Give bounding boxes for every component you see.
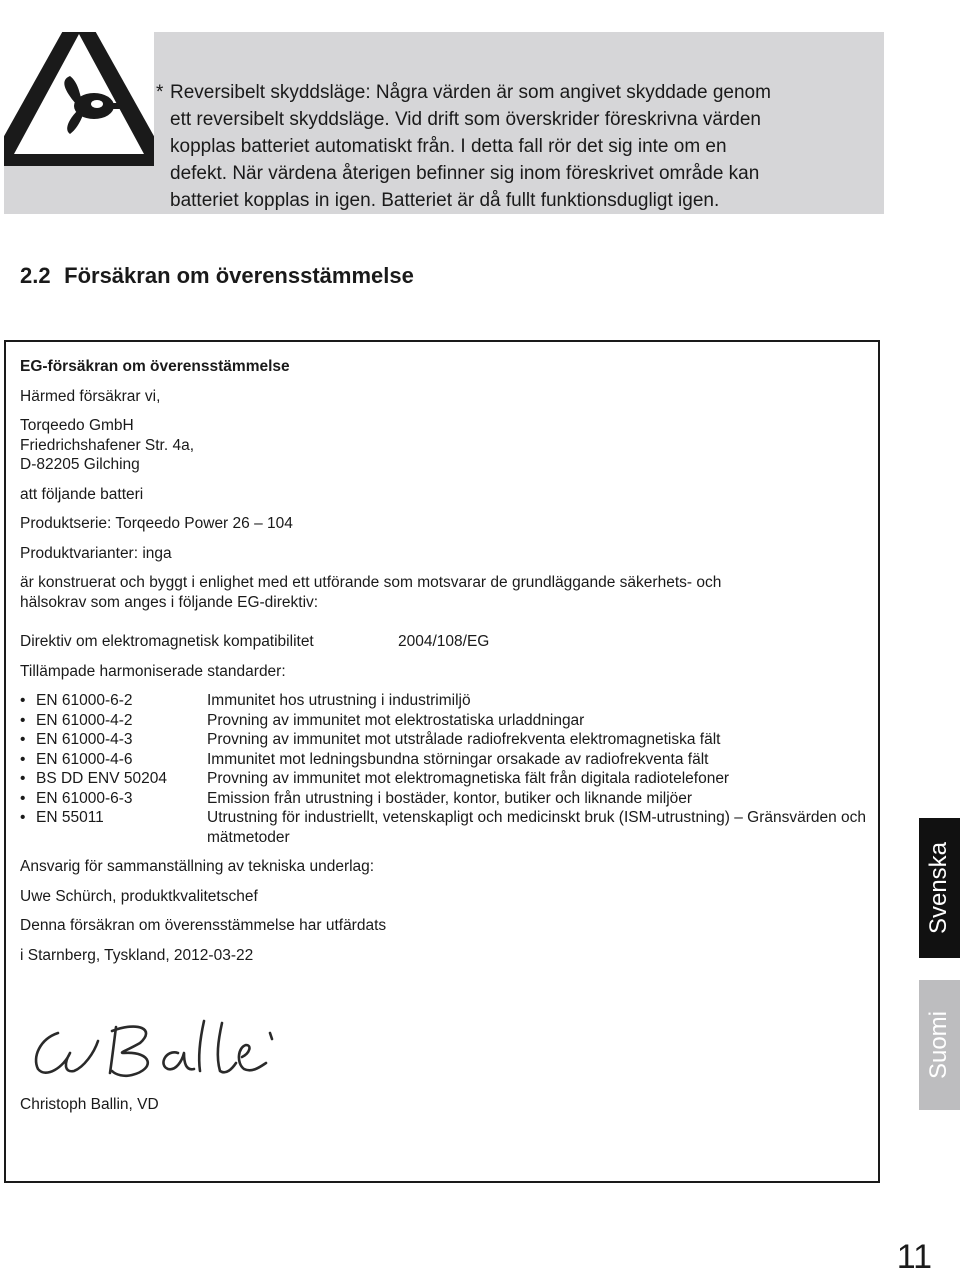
- standard-code: EN 61000-6-3: [36, 789, 133, 807]
- tab-suomi[interactable]: [919, 980, 960, 1110]
- issued-place-date: i Starnberg, Tyskland, 2012-03-22: [20, 946, 254, 964]
- warning-line: kopplas batteriet automatiskt från. I detta fall rör det sig inte om en: [170, 136, 727, 157]
- standard-item: • BS DD ENV 50204 Provning av immunitet mot elektromagnetiska fält från digitala radiotelefoner: [20, 769, 870, 789]
- tab-label: Svenska: [925, 841, 953, 935]
- company-street: Friedrichshafener Str. 4a,: [20, 436, 195, 454]
- standard-desc: Immunitet hos utrustning i industrimiljö: [207, 692, 471, 709]
- standard-code: BS DD ENV 50204: [36, 770, 167, 787]
- company-name: Torqeedo GmbH: [20, 417, 134, 434]
- signature: [28, 1013, 278, 1085]
- standard-desc: Emission från utrustning i bostäder, kontor, butiker och liknande miljöer: [207, 789, 693, 807]
- tab-label: Suomi: [925, 1010, 953, 1080]
- standards-label: Tillämpade harmoniserade standarder:: [20, 662, 286, 680]
- warning-propeller-icon: [4, 32, 154, 166]
- product-series: Produktserie: Torqeedo Power 26 – 104: [20, 515, 293, 532]
- product-variants: Produktvarianter: inga: [20, 544, 172, 562]
- section-title: Försäkran om överensstämmelse: [64, 263, 414, 288]
- directive-code: 2004/108/EG: [398, 633, 490, 650]
- standard-desc: Immunitet mot ledningsbundna störningar orsakade av radiofrekventa fält: [207, 750, 709, 768]
- standard-code: EN 61000-4-3: [36, 731, 133, 748]
- battery-text: att följande batteri: [20, 485, 144, 503]
- directive-label: Direktiv om elektromagnetisk kompatibilitet: [20, 633, 314, 650]
- standard-item: • EN 61000-4-6 Immunitet mot ledningsbundna störningar orsakade av radiofrekventa fält: [20, 750, 870, 770]
- section-number: 2.2: [20, 263, 51, 288]
- standard-desc: Provning av immunitet mot utstrålade radiofrekventa elektromagnetiska fält: [207, 731, 721, 748]
- standard-code: EN 55011: [36, 809, 104, 826]
- standard-desc: Provning av immunitet mot elektrostatiska urladdningar: [207, 711, 585, 729]
- standards-list: [20, 691, 870, 847]
- standard-code: EN 61000-4-2: [36, 711, 133, 729]
- asterisk: *: [156, 82, 164, 103]
- conformity-text: hälsokrav som anges i följande EG-direktiv:: [20, 593, 319, 611]
- declaration-heading: EG-försäkran om överensstämmelse: [20, 358, 290, 375]
- warning-text: [156, 79, 886, 214]
- declaration-box: [4, 340, 880, 1183]
- page-number: 11: [896, 1238, 932, 1276]
- intro-text: Härmed försäkrar vi,: [20, 387, 161, 405]
- declaration-content: [20, 357, 870, 1115]
- standard-item: • EN 61000-6-3 Emission från utrustning i bostäder, kontor, butiker och liknande miljöer: [20, 789, 870, 809]
- conformity-text: är konstruerat och byggt i enlighet med ett utförande som motsvarar de grundläggande säkerhets- och: [20, 574, 722, 591]
- tab-svenska[interactable]: [919, 818, 960, 958]
- warning-line: ett reversibelt skyddsläge. Vid drift som överskrider föreskrivna värden: [170, 109, 762, 130]
- section-heading: [20, 263, 414, 289]
- warning-line: Reversibelt skyddsläge: Några värden är som angivet skyddade genom: [170, 82, 771, 103]
- standard-item: • EN 61000-4-2 Provning av immunitet mot elektrostatiska urladdningar: [20, 711, 870, 731]
- standard-desc: Utrustning för industriellt, vetenskapligt och medicinskt bruk (ISM-utrustning) – Gränsvärden och mätmetoder: [207, 809, 867, 846]
- warning-box: [4, 32, 884, 214]
- company-city: D-82205 Gilching: [20, 456, 140, 473]
- standard-item: • EN 55011 Utrustning för industriellt, vetenskapligt och medicinskt bruk (ISM-utrustning) – Gränsvärden och mätmetoder: [20, 808, 870, 847]
- standard-item: • EN 61000-6-2 Immunitet hos utrustning i industrimiljö: [20, 691, 870, 711]
- warning-line: defekt. När värdena återigen befinner sig inom föreskrivet område kan: [170, 163, 760, 184]
- standard-item: • EN 61000-4-3 Provning av immunitet mot utstrålade radiofrekventa elektromagnetiska fält: [20, 730, 870, 750]
- standard-code: EN 61000-4-6: [36, 750, 133, 768]
- directive-row: [20, 632, 870, 652]
- signer-name: Christoph Ballin, VD: [20, 1096, 159, 1113]
- issued-label: Denna försäkran om överensstämmelse har utfärdats: [20, 917, 387, 934]
- standard-code: EN 61000-6-2: [36, 692, 133, 709]
- warning-line: batteriet kopplas in igen. Batteriet är då fullt funktionsdugligt igen.: [170, 190, 720, 211]
- responsible-person: Uwe Schürch, produktkvalitetschef: [20, 887, 258, 905]
- standard-desc: Provning av immunitet mot elektromagnetiska fält från digitala radiotelefoner: [207, 770, 730, 787]
- responsible-label: Ansvarig för sammanställning av tekniska underlag:: [20, 858, 375, 875]
